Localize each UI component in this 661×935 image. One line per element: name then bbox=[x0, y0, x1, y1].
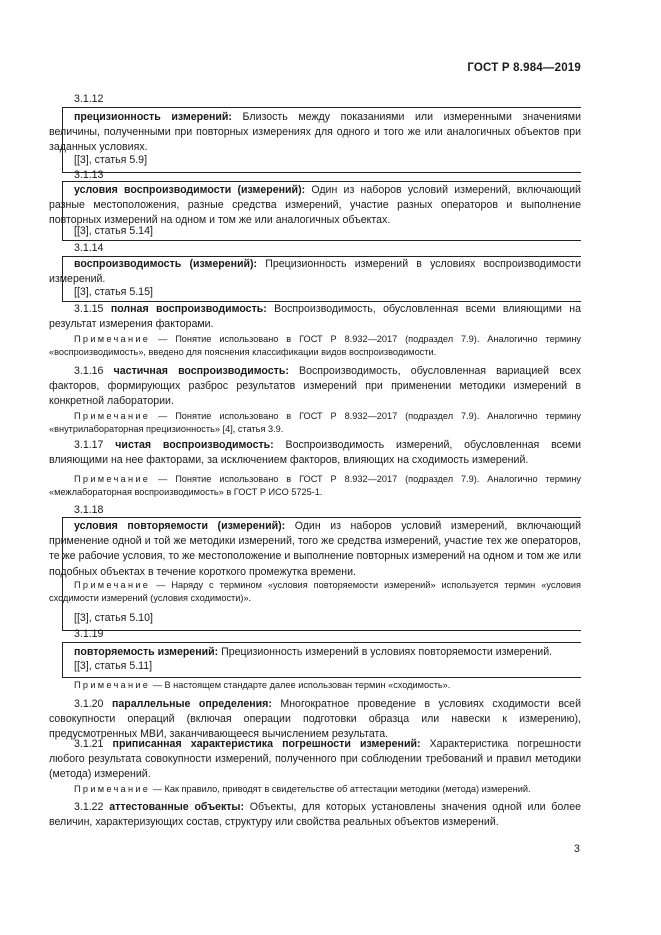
entry-text-3-1-13 bbox=[49, 183, 581, 229]
note-3-1-18 bbox=[49, 579, 581, 605]
note-text: — Наряду с термином «условия повторяемости измерений» используется термин «условия сходимости измерений (условия сходимости)». bbox=[49, 580, 581, 603]
definition: Один из наборов условий измерений, включающий применение одной и той же методики измерений, того же средства измерений, участие тех же операторов, те же рабочие условия, то же местоположение и выполнение повторных измерений на одном и том же или подобных объектах в течение короткого промежутка времени. bbox=[49, 520, 581, 578]
term: чистая воспроизводимость: bbox=[115, 439, 274, 451]
note-label: Примечание bbox=[74, 580, 151, 590]
definition: Воспроизводимость, обусловленная вариацией всех факторов, формирующих разброс результатов измерений при применении методики измерений в конкретной лаборатории. bbox=[49, 365, 581, 408]
entry-text-3-1-18 bbox=[49, 519, 581, 580]
term: параллельные определения: bbox=[111, 698, 272, 710]
note-3-1-15 bbox=[49, 333, 581, 359]
entry-text-3-1-15 bbox=[49, 302, 581, 332]
term: повторяемость измерений: bbox=[74, 646, 219, 658]
entry-text-3-1-21 bbox=[49, 737, 581, 783]
entry-number-3-1-13: 3.1.13 bbox=[74, 169, 104, 181]
note-label: Примечание bbox=[74, 334, 151, 344]
term: частичная воспроизводимость: bbox=[113, 365, 289, 377]
note-3-1-16 bbox=[49, 410, 581, 436]
entry-number: 3.1.20 bbox=[74, 698, 104, 710]
entry-ref-3-1-14: [[3], статья 5.15] bbox=[74, 286, 153, 298]
entry-text-3-1-14 bbox=[49, 257, 581, 287]
entry-number-3-1-12: 3.1.12 bbox=[74, 93, 104, 105]
term: воспроизводимость (измерений): bbox=[74, 258, 258, 270]
note-text: — В настоящем стандарте далее использован термин «сходимость». bbox=[150, 680, 451, 690]
term: условия воспроизводимости (измерений): bbox=[74, 184, 306, 196]
term: полная воспроизводимость: bbox=[110, 303, 267, 315]
definition: Многократное проведение в условиях сходимости всей совокупности операций (включая операции подготовки образца или навески к измерению), предусмотренных МВИ, заканчивающееся вычислением результата. bbox=[49, 698, 581, 741]
entry-text-3-1-12 bbox=[49, 110, 581, 156]
entry-number-3-1-19: 3.1.19 bbox=[74, 628, 104, 640]
definition: Воспроизводимость измерений, обусловленная всеми влияющими на нее факторами, за исключением факторов, влияющих на сходимость измерений. bbox=[49, 439, 581, 467]
note-3-1-19 bbox=[49, 679, 581, 692]
note-3-1-17 bbox=[49, 473, 581, 499]
term: приписанная характеристика погрешности измерений: bbox=[112, 738, 421, 750]
note-label: Примечание bbox=[74, 411, 151, 421]
entry-ref-3-1-19: [[3], статья 5.11] bbox=[74, 660, 153, 672]
definition: Воспроизводимость, обусловленная всеми влияющими на результат измерения факторами. bbox=[49, 303, 581, 331]
note-text: — Понятие использовано в ГОСТ Р 8.932—2017 (подраздел 7.9). Аналогично термину «межлабораторная воспроизводимость» в ГОСТ Р ИСО 5725-1. bbox=[49, 474, 581, 497]
term: аттестованные объекты: bbox=[109, 801, 245, 813]
page-number: 3 bbox=[574, 843, 580, 855]
entry-ref-3-1-12: [[3], статья 5.9] bbox=[74, 154, 148, 166]
entry-number: 3.1.22 bbox=[74, 801, 104, 813]
definition: Близость между показаниями или измеренными значениями величины, полученными при повторных измерениях для одного и того же или аналогичных объектов при заданных условиях. bbox=[49, 111, 581, 154]
note-label: Примечание bbox=[74, 474, 151, 484]
entry-text-3-1-16 bbox=[49, 364, 581, 410]
definition: Прецизионность измерений в условиях воспроизводимости измерений. bbox=[49, 258, 581, 286]
definition: Объекты, для которых установлены значения одной или более величин, характеризующих состав, структуру или свойства реальных объектов измерений. bbox=[49, 801, 581, 829]
entry-text-3-1-17 bbox=[49, 438, 581, 468]
entry-number-3-1-14: 3.1.14 bbox=[74, 242, 104, 254]
definition: Прецизионность измерений в условиях повторяемости измерений. bbox=[218, 646, 553, 658]
entry-text-3-1-22 bbox=[49, 800, 581, 830]
note-label: Примечание bbox=[74, 680, 151, 690]
note-text: — Понятие использовано в ГОСТ Р 8.932—2017 (подраздел 7.9). Аналогично термину «воспроизводимость», введено для пояснения классификации видов воспроизводимости. bbox=[49, 334, 581, 357]
entry-number: 3.1.16 bbox=[74, 365, 104, 377]
definition: Один из наборов условий измерений, включающий разные местоположения, разные средства измерений, участие разных операторов и выполнение повторных измерений на одном и том же или аналогичных объектах. bbox=[49, 184, 581, 227]
entry-number: 3.1.21 bbox=[74, 738, 104, 750]
note-text: — Понятие использовано в ГОСТ Р 8.932—2017 (подраздел 7.9). Аналогично термину «внутрилабораторная прецизионность» [4], статья 3.9. bbox=[49, 411, 581, 434]
entry-ref-3-1-13: [[3], статья 5.14] bbox=[74, 225, 153, 237]
note-label: Примечание bbox=[74, 784, 151, 794]
note-3-1-21 bbox=[49, 783, 581, 796]
note-text: — Как правило, приводят в свидетельстве об аттестации методики (метода) измерений. bbox=[150, 784, 531, 794]
standard-header: ГОСТ Р 8.984—2019 bbox=[467, 62, 581, 74]
entry-text-3-1-20 bbox=[49, 697, 581, 743]
term: условия повторяемости (измерений): bbox=[74, 520, 286, 532]
term: прецизионность измерений: bbox=[74, 111, 232, 123]
entry-number: 3.1.17 bbox=[74, 439, 104, 451]
entry-text-3-1-19 bbox=[49, 645, 581, 660]
entry-number: 3.1.15 bbox=[74, 303, 104, 315]
definition: Характеристика погрешности любого результата совокупности измерений, полученного при соблюдении требований и правил методики (метода) измерений. bbox=[49, 738, 581, 781]
entry-ref-3-1-18: [[3], статья 5.10] bbox=[74, 612, 153, 624]
entry-number-3-1-18: 3.1.18 bbox=[74, 504, 104, 516]
